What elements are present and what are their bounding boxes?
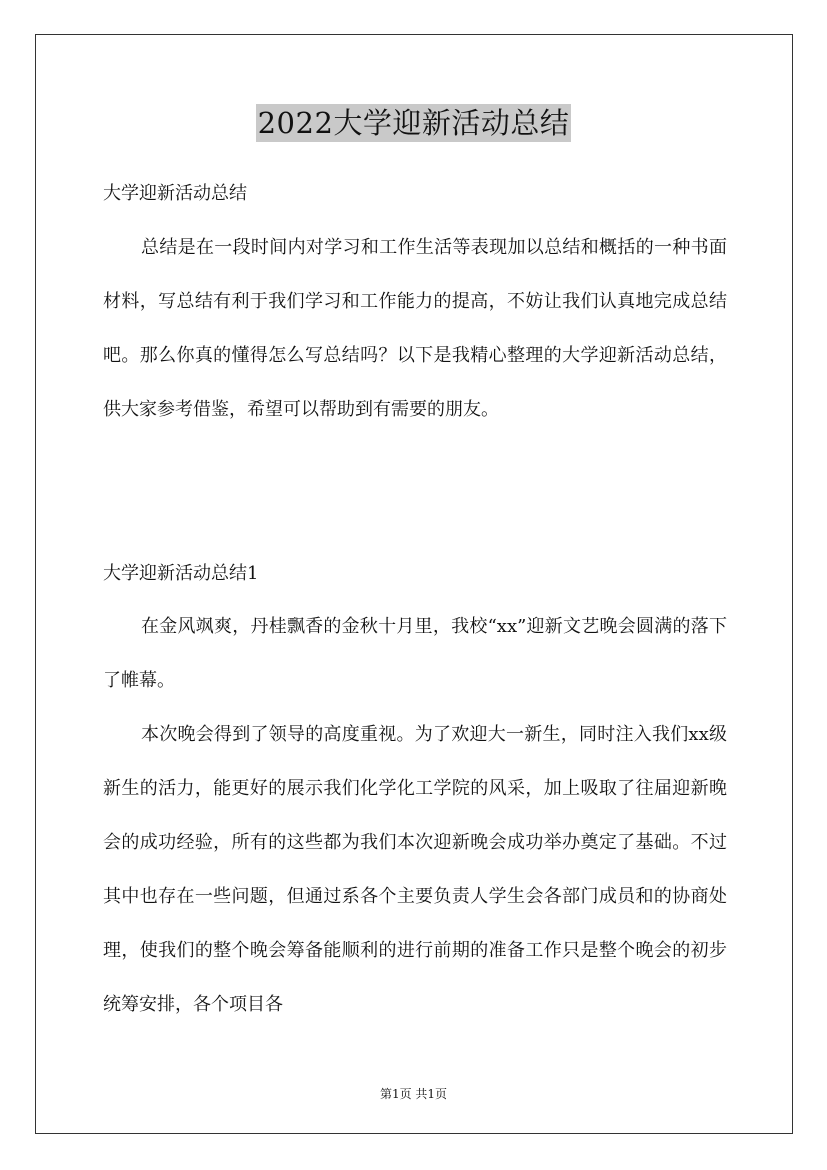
section-heading: 大学迎新活动总结1 <box>103 563 259 584</box>
page-footer: 第1页 共1页 <box>379 1087 448 1101</box>
title-container <box>0 104 827 142</box>
intro-paragraph: 总结是在一段时间内对学习和工作生活等表现加以总结和概括的一种书面材料，写总结有利于我们学习和工作能力的提高，不妨让我们认真地完成总结吧。那么你真的懂得怎么写总结吗？以下是我精心整理的大学迎新活动总结，供大家参考借鉴，希望可以帮助到有需要的朋友。 <box>103 237 727 420</box>
section-paragraph-1: 在金风飒爽，丹桂飘香的金秋十月里，我校“xx”迎新文艺晚会圆满的落下了帷幕。 <box>103 616 727 691</box>
document-title: 2022大学迎新活动总结 <box>257 106 570 140</box>
section-paragraph-2: 本次晚会得到了领导的高度重视。为了欢迎大一新生，同时注入我们xx级新生的活力，能更好的展示我们化学化工学院的风采，加上吸取了往届迎新晚会的成功经验，所有的这些都为我们本次迎新晚会成功举办奠定了基础。不过其中也存在一些问题，但通过系各个主要负责人学生会各部门成员和的协商处理，使我们的整个晚会筹备能顺利的进行前期的准备工作只是整个晚会的初步统筹安排，各个项目各 <box>103 724 727 1015</box>
main-heading: 大学迎新活动总结 <box>103 183 247 204</box>
